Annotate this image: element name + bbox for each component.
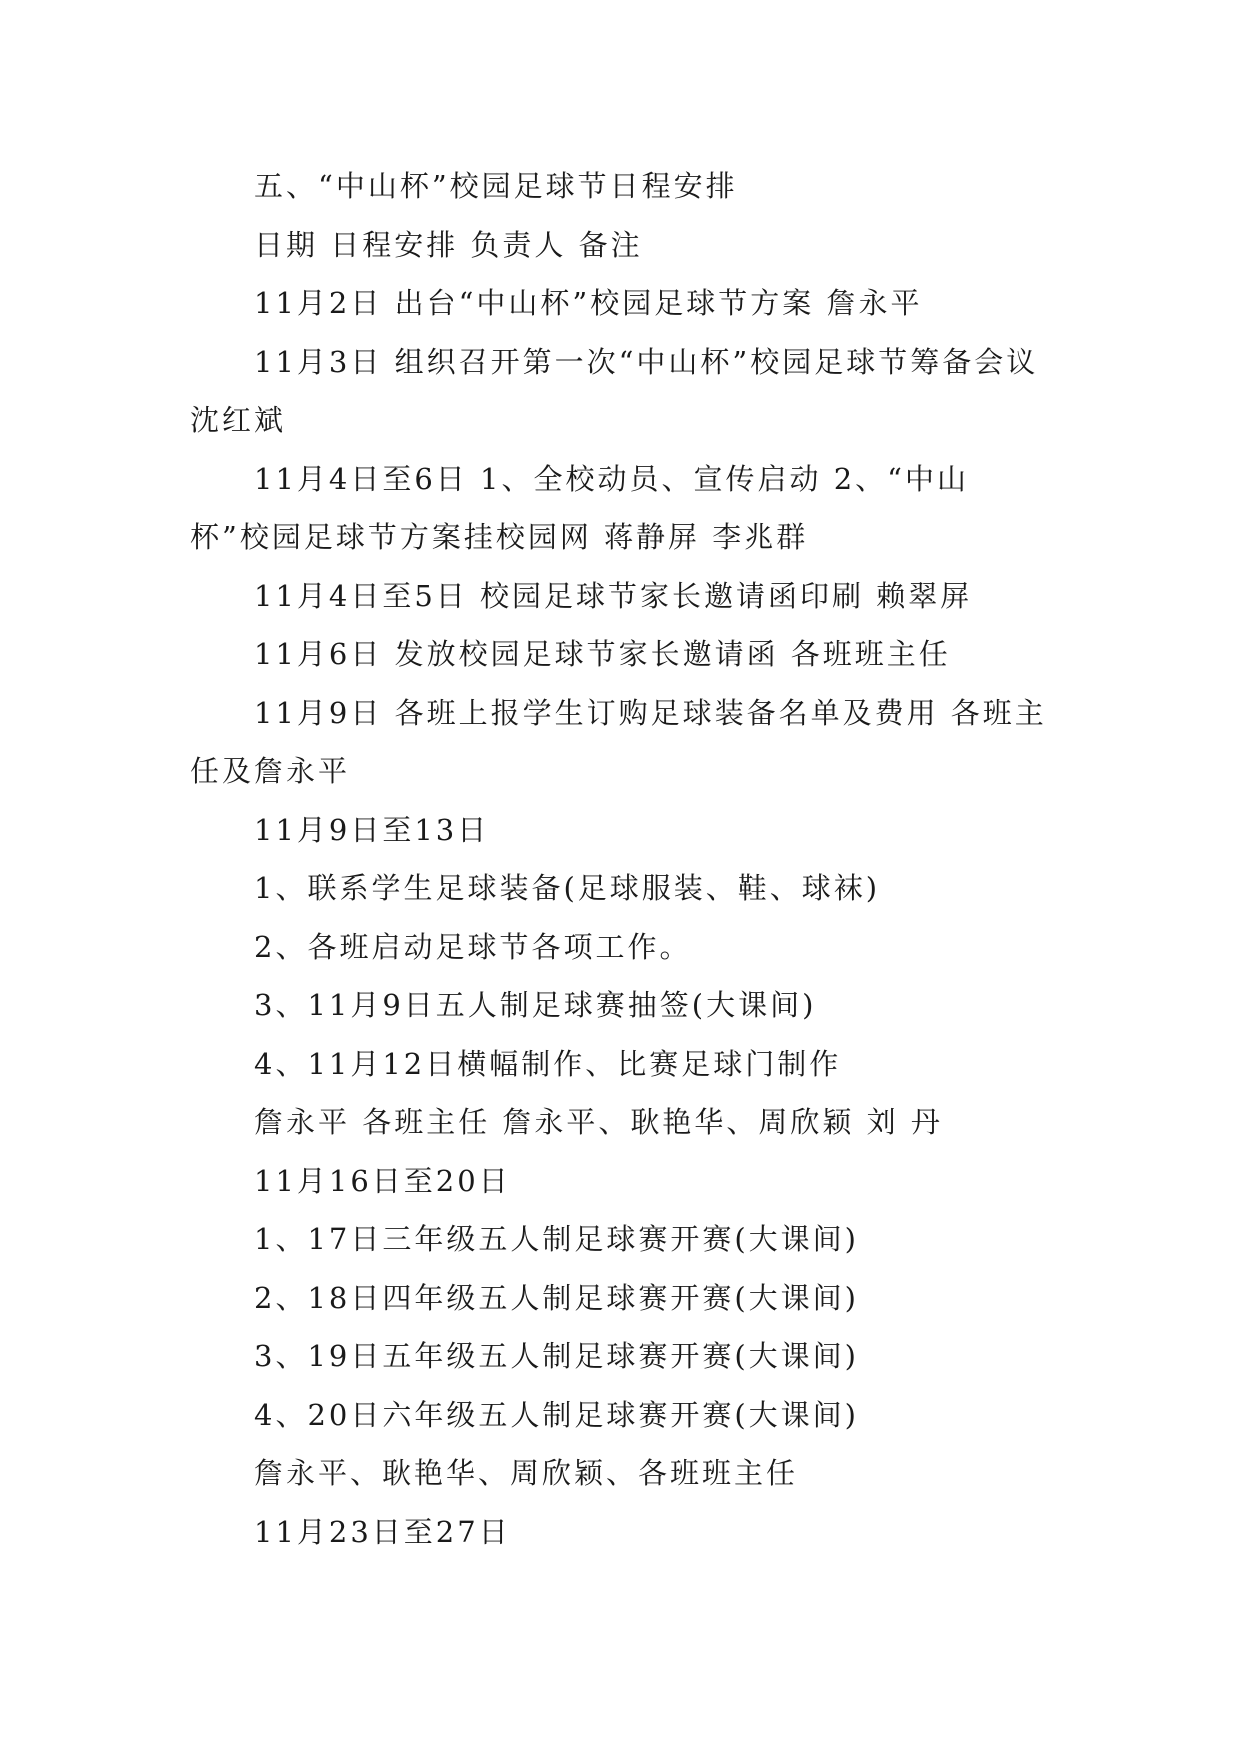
schedule-entry: 11月6日 发放校园足球节家长邀请函 各班班主任 xyxy=(254,637,951,671)
schedule-entry: 11月4日至6日 1、全校动员、宣传启动 2、“中山杯”校园足球节方案挂校园网 蒋静屏 李兆群 xyxy=(190,461,969,554)
schedule-entry: 11月9日 各班上报学生订购足球装备名单及费用 各班主任及詹永平 xyxy=(190,695,1047,788)
schedule-entry: 11月4日至5日 校园足球节家长邀请函印刷 赖翠屏 xyxy=(254,578,973,613)
schedule-task: 2、各班启动足球节各项工作。 xyxy=(254,929,692,964)
schedule-date: 11月16日至20日 xyxy=(254,1163,511,1198)
schedule-task: 2、18日四年级五人制足球赛开赛(大课间) xyxy=(254,1280,859,1315)
schedule-date: 11月9日至13日 xyxy=(254,812,490,847)
schedule-task: 3、19日五年级五人制足球赛开赛(大课间) xyxy=(254,1339,859,1373)
section-heading: 五、“中山杯”校园足球节日程安排 xyxy=(254,169,738,203)
schedule-owners: 詹永平 各班主任 詹永平、耿艳华、周欣颖 刘 丹 xyxy=(254,1105,943,1139)
schedule-task: 3、11月9日五人制足球赛抽签(大课间) xyxy=(254,988,817,1022)
schedule-date: 11月23日至27日 xyxy=(254,1514,511,1549)
schedule-entry: 11月3日 组织召开第一次“中山杯”校园足球节筹备会议 沈红斌 xyxy=(190,344,1039,437)
document-body xyxy=(190,157,1050,1561)
schedule-owners: 詹永平、耿艳华、周欣颖、各班班主任 xyxy=(254,1456,799,1490)
schedule-task: 1、联系学生足球装备(足球服装、鞋、球袜) xyxy=(254,871,881,905)
schedule-entry: 11月2日 出台“中山杯”校园足球节方案 詹永平 xyxy=(254,286,923,320)
schedule-task: 1、17日三年级五人制足球赛开赛(大课间) xyxy=(254,1222,859,1256)
table-header-line: 日期 日程安排 负责人 备注 xyxy=(254,227,643,262)
schedule-task: 4、11月12日横幅制作、比赛足球门制作 xyxy=(254,1046,842,1081)
schedule-task: 4、20日六年级五人制足球赛开赛(大课间) xyxy=(254,1397,859,1432)
